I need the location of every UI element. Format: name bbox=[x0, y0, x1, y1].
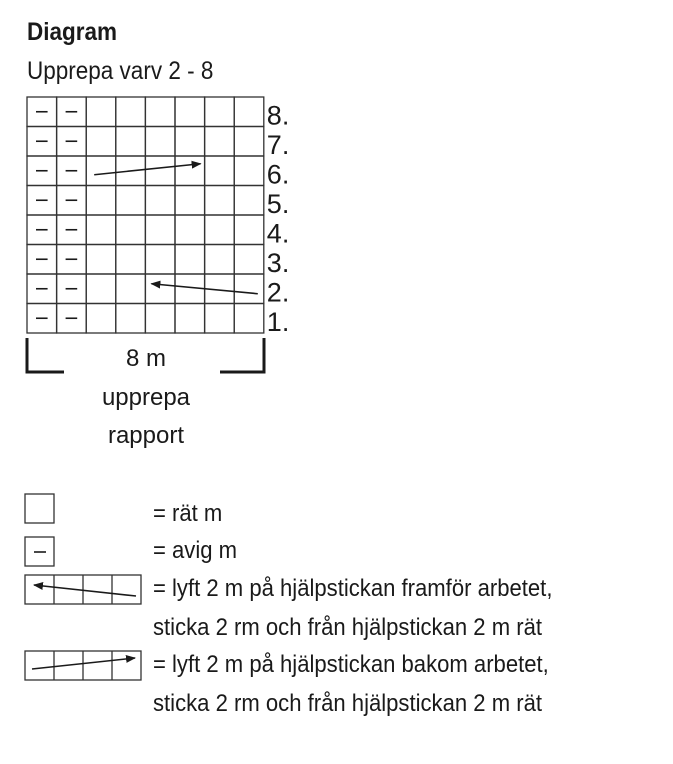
chart-cell bbox=[116, 127, 146, 157]
repeat-stitch-count: 8 m bbox=[125, 345, 166, 372]
legend-cable-right-symbol bbox=[25, 651, 141, 680]
chart-cell bbox=[175, 97, 205, 127]
chart-cell bbox=[116, 274, 146, 304]
row-labels bbox=[267, 101, 290, 338]
chart-cell bbox=[234, 127, 264, 157]
chart-cell bbox=[116, 245, 146, 275]
chart-cell bbox=[205, 245, 235, 275]
chart-cell bbox=[205, 156, 235, 186]
row-number-label: 4. bbox=[266, 218, 290, 249]
repeat-label-line-1: upprepa bbox=[101, 384, 191, 411]
row-number-label: 3. bbox=[266, 248, 290, 278]
repeat-bracket-right bbox=[220, 338, 264, 372]
chart-cell bbox=[234, 186, 264, 216]
chart-cell bbox=[205, 215, 235, 245]
legend-cable-left-text: = lyft 2 m på hjälpstickan framför arbetet, bbox=[153, 575, 553, 602]
legend-knit-text: = rät m bbox=[153, 500, 223, 527]
chart-cell bbox=[86, 215, 116, 245]
chart-cell bbox=[145, 156, 175, 186]
row-number-label: 2. bbox=[266, 277, 290, 308]
chart-cell bbox=[145, 97, 175, 127]
chart-cell bbox=[234, 156, 264, 186]
chart-cell bbox=[175, 304, 205, 334]
chart-cell bbox=[86, 97, 116, 127]
chart-cell bbox=[205, 97, 235, 127]
chart-grid bbox=[27, 97, 264, 333]
row-number-label: 7. bbox=[266, 130, 290, 160]
chart-cell bbox=[145, 274, 175, 304]
repeat-bracket-left bbox=[27, 338, 64, 372]
chart-cell bbox=[205, 304, 235, 334]
row-number-label: 5. bbox=[266, 189, 290, 219]
chart-cell bbox=[175, 245, 205, 275]
row-number-label: 6. bbox=[266, 159, 290, 190]
chart-cell bbox=[234, 245, 264, 275]
legend-cable-left-text-2: sticka 2 rm och från hjälpstickan 2 m rät bbox=[153, 614, 543, 641]
diagram-subtitle: Upprepa varv 2 - 8 bbox=[27, 57, 214, 85]
chart-cell bbox=[86, 274, 116, 304]
chart-cell bbox=[86, 245, 116, 275]
chart-cell bbox=[234, 215, 264, 245]
chart-cell bbox=[116, 186, 146, 216]
chart-cell bbox=[175, 215, 205, 245]
legend-cable-left-symbol bbox=[25, 575, 141, 604]
legend-purl-square bbox=[25, 537, 54, 566]
repeat-label-line-2: rapport bbox=[107, 422, 185, 449]
chart-cell bbox=[175, 127, 205, 157]
diagram-title: Diagram bbox=[27, 18, 118, 46]
legend-purl-text: = avig m bbox=[153, 537, 238, 564]
chart-cell bbox=[234, 304, 264, 334]
chart-cell bbox=[145, 304, 175, 334]
chart-cell bbox=[234, 274, 264, 304]
chart-cell bbox=[205, 127, 235, 157]
chart-cell bbox=[86, 156, 116, 186]
chart-cell bbox=[145, 245, 175, 275]
chart-cell bbox=[145, 186, 175, 216]
chart-cell bbox=[86, 127, 116, 157]
row-number-label: 8. bbox=[266, 100, 290, 131]
legend-cable-right-text: = lyft 2 m på hjälpstickan bakom arbetet, bbox=[153, 651, 549, 678]
chart-cell bbox=[205, 186, 235, 216]
chart-cell bbox=[175, 186, 205, 216]
chart-cell bbox=[86, 186, 116, 216]
row-number-label: 1. bbox=[266, 307, 290, 337]
chart-cell bbox=[116, 215, 146, 245]
chart-cell bbox=[175, 156, 205, 186]
chart-cell bbox=[116, 304, 146, 334]
chart-cell bbox=[145, 127, 175, 157]
chart-cell bbox=[116, 97, 146, 127]
cable-right-mark bbox=[94, 164, 200, 175]
legend-cable-right-text-2: sticka 2 rm och från hjälpstickan 2 m rät bbox=[153, 690, 543, 717]
legend-knit-square bbox=[25, 494, 54, 523]
chart-cell bbox=[145, 215, 175, 245]
chart-cell bbox=[234, 97, 264, 127]
chart-cell bbox=[86, 304, 116, 334]
